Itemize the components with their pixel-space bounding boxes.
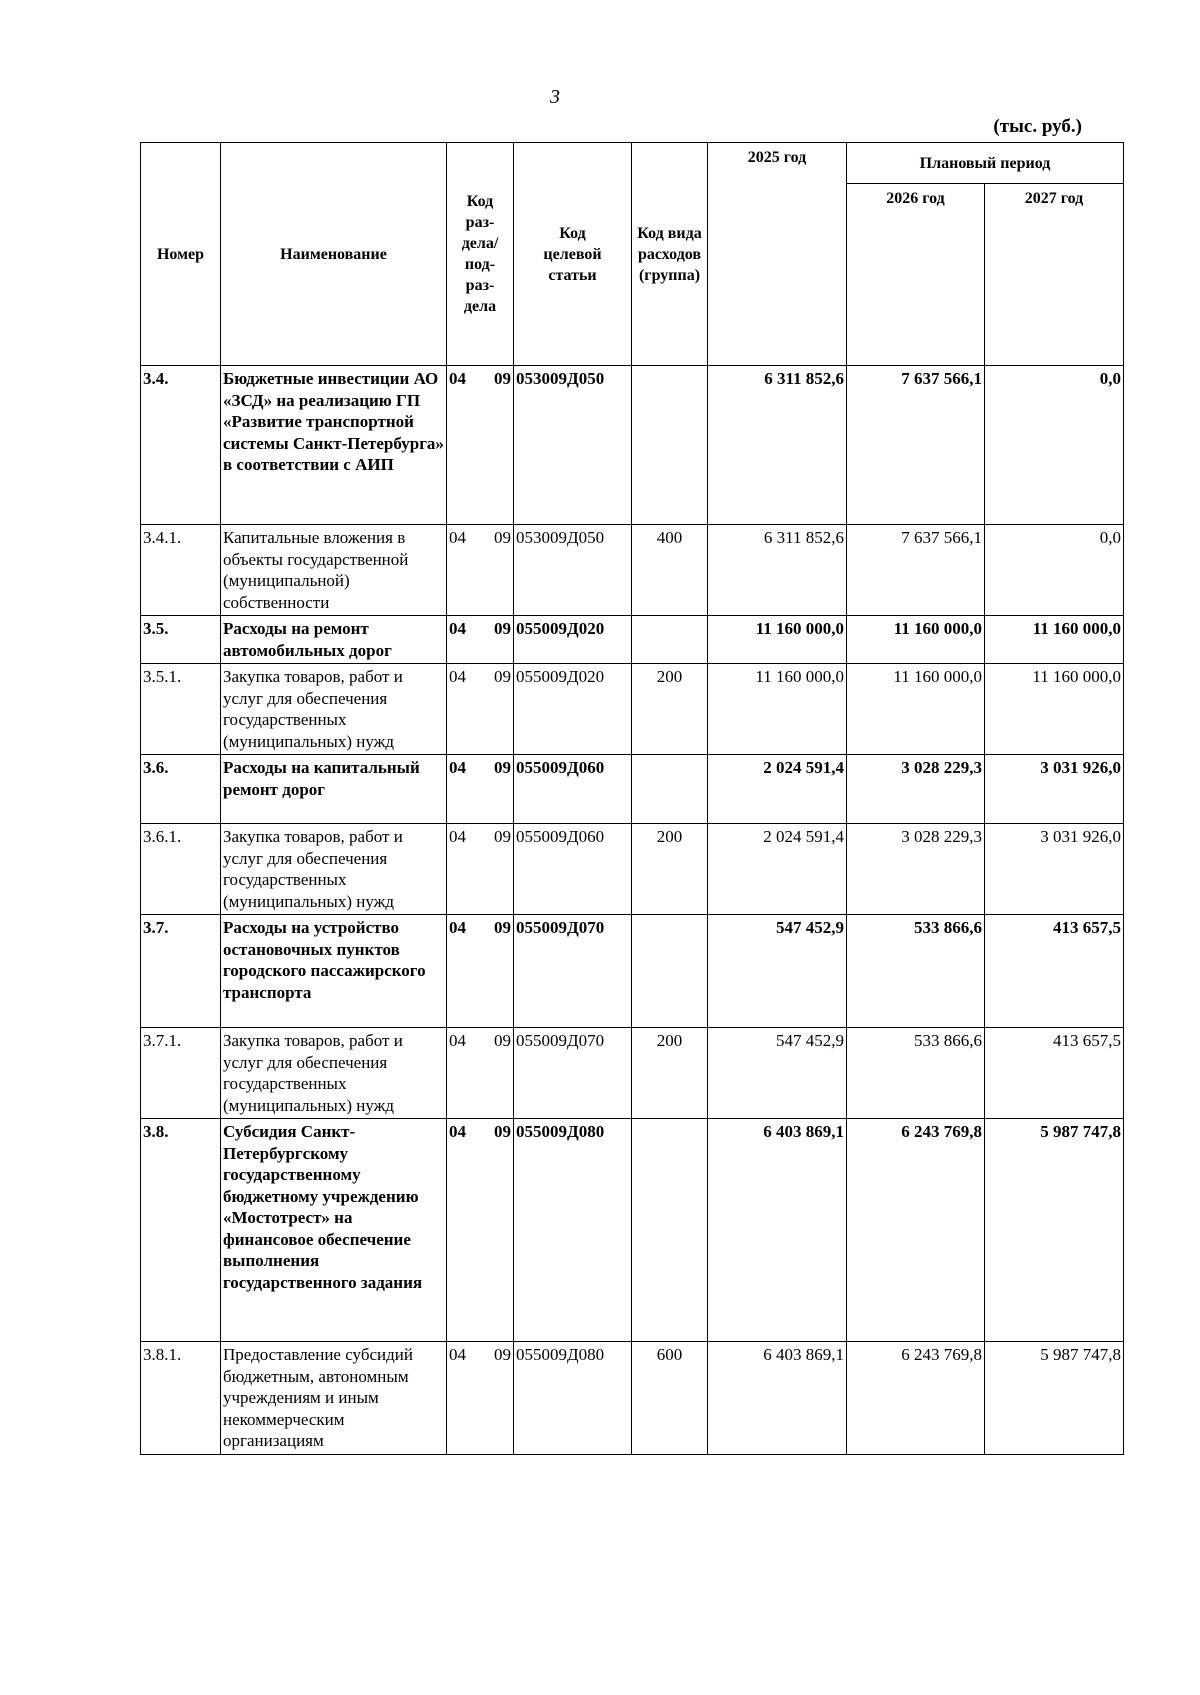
- row-number: 3.6.: [141, 755, 221, 824]
- row-name: Закупка товаров, работ и услуг для обеспечения государственных (муниципальных) нужд: [221, 1028, 447, 1119]
- header-2027: 2027 год: [985, 184, 1124, 366]
- row-value-2025: 6 311 852,6: [708, 366, 847, 525]
- row-value-2027: 3 031 926,0: [985, 755, 1124, 824]
- header-expense-type: Код вида расходов (группа): [632, 143, 708, 366]
- row-expense-type: [632, 755, 708, 824]
- row-section-code: [447, 1028, 514, 1119]
- header-name: Наименование: [221, 143, 447, 366]
- row-section-code: [447, 1119, 514, 1342]
- row-target-code: 055009Д080: [514, 1119, 632, 1342]
- header-2026: 2026 год: [847, 184, 985, 366]
- header-target-code: [514, 143, 632, 366]
- row-expense-type: 400: [632, 525, 708, 616]
- table-row: [141, 366, 1124, 525]
- row-target-code: 055009Д020: [514, 616, 632, 664]
- row-section: 04: [449, 1345, 466, 1364]
- row-section: 04: [449, 528, 466, 547]
- units-label: (тыс. руб.): [993, 116, 1082, 137]
- row-name: Субсидия Санкт-Петербургскому государственному бюджетному учреждению «Мостотрест» на финансовое обеспечение выполнения государственного задания: [221, 1119, 447, 1342]
- row-subsection: 09: [494, 827, 511, 846]
- row-section-code: [447, 755, 514, 824]
- row-target-code: 055009Д020: [514, 664, 632, 755]
- row-value-2027: 11 160 000,0: [985, 616, 1124, 664]
- row-number: 3.4.1.: [141, 525, 221, 616]
- row-name: Бюджетные инвестиции АО «ЗСД» на реализацию ГП «Развитие транспортной системы Санкт-Петербурга» в соответствии с АИП: [221, 366, 447, 525]
- row-section: 04: [449, 758, 466, 777]
- table-row: [141, 915, 1124, 1028]
- table-row: [141, 755, 1124, 824]
- header-target-code-text: Код целевой статьи: [543, 224, 602, 284]
- row-section: 04: [449, 619, 466, 638]
- row-section-code: [447, 824, 514, 915]
- row-section: 04: [449, 1122, 466, 1141]
- row-name: Закупка товаров, работ и услуг для обеспечения государственных (муниципальных) нужд: [221, 664, 447, 755]
- row-target-code: 055009Д070: [514, 1028, 632, 1119]
- row-value-2027: 5 987 747,8: [985, 1342, 1124, 1455]
- row-target-code: 053009Д050: [514, 525, 632, 616]
- row-value-2027: 3 031 926,0: [985, 824, 1124, 915]
- row-number: 3.7.1.: [141, 1028, 221, 1119]
- row-target-code: 055009Д080: [514, 1342, 632, 1455]
- row-section-code: [447, 1342, 514, 1455]
- row-value-2026: 11 160 000,0: [847, 664, 985, 755]
- row-value-2027: 0,0: [985, 525, 1124, 616]
- row-section: 04: [449, 827, 466, 846]
- table-row: [141, 616, 1124, 664]
- row-value-2026: 3 028 229,3: [847, 755, 985, 824]
- row-expense-type: 600: [632, 1342, 708, 1455]
- row-number: 3.5.1.: [141, 664, 221, 755]
- row-target-code: 055009Д060: [514, 824, 632, 915]
- row-section-code: [447, 616, 514, 664]
- row-number: 3.7.: [141, 915, 221, 1028]
- row-subsection: 09: [494, 369, 511, 388]
- row-section-code: [447, 664, 514, 755]
- table-row: [141, 664, 1124, 755]
- row-value-2026: 6 243 769,8: [847, 1342, 985, 1455]
- row-value-2026: 11 160 000,0: [847, 616, 985, 664]
- row-value-2025: 6 403 869,1: [708, 1119, 847, 1342]
- table-body: [141, 366, 1124, 1455]
- row-subsection: 09: [494, 1122, 511, 1141]
- row-expense-type: 200: [632, 824, 708, 915]
- row-value-2027: 5 987 747,8: [985, 1119, 1124, 1342]
- row-name: Расходы на капитальный ремонт дорог: [221, 755, 447, 824]
- row-section: 04: [449, 369, 466, 388]
- row-name: Расходы на ремонт автомобильных дорог: [221, 616, 447, 664]
- row-value-2025: 6 403 869,1: [708, 1342, 847, 1455]
- row-subsection: 09: [494, 528, 511, 547]
- row-value-2026: 6 243 769,8: [847, 1119, 985, 1342]
- row-number: 3.6.1.: [141, 824, 221, 915]
- row-number: 3.5.: [141, 616, 221, 664]
- row-value-2027: 11 160 000,0: [985, 664, 1124, 755]
- row-value-2025: 11 160 000,0: [708, 664, 847, 755]
- row-target-code: 053009Д050: [514, 366, 632, 525]
- row-value-2025: 6 311 852,6: [708, 525, 847, 616]
- table-row: [141, 824, 1124, 915]
- row-value-2027: 0,0: [985, 366, 1124, 525]
- row-value-2025: 547 452,9: [708, 1028, 847, 1119]
- row-value-2025: 11 160 000,0: [708, 616, 847, 664]
- row-expense-type: [632, 915, 708, 1028]
- row-target-code: 055009Д060: [514, 755, 632, 824]
- header-section-code-text: Код раз-дела/ под-раз-дела: [461, 193, 499, 315]
- row-value-2027: 413 657,5: [985, 915, 1124, 1028]
- header-section-code: [447, 143, 514, 366]
- row-value-2025: 2 024 591,4: [708, 824, 847, 915]
- row-name: Закупка товаров, работ и услуг для обеспечения государственных (муниципальных) нужд: [221, 824, 447, 915]
- row-section: 04: [449, 1031, 466, 1050]
- row-expense-type: [632, 616, 708, 664]
- row-number: 3.4.: [141, 366, 221, 525]
- row-value-2026: 533 866,6: [847, 1028, 985, 1119]
- row-subsection: 09: [494, 918, 511, 937]
- header-2025: 2025 год: [708, 143, 847, 366]
- row-name: Предоставление субсидий бюджетным, автономным учреждениям и иным некоммерческим организациям: [221, 1342, 447, 1455]
- row-section-code: [447, 915, 514, 1028]
- row-value-2026: 3 028 229,3: [847, 824, 985, 915]
- row-subsection: 09: [494, 1345, 511, 1364]
- budget-table: [140, 142, 1124, 1455]
- row-value-2026: 7 637 566,1: [847, 525, 985, 616]
- row-number: 3.8.1.: [141, 1342, 221, 1455]
- row-expense-type: 200: [632, 664, 708, 755]
- row-expense-type: 200: [632, 1028, 708, 1119]
- header-planned-period: Плановый период: [847, 143, 1124, 184]
- table-row: [141, 525, 1124, 616]
- row-expense-type: [632, 366, 708, 525]
- row-subsection: 09: [494, 1031, 511, 1050]
- row-section: 04: [449, 918, 466, 937]
- row-value-2025: 547 452,9: [708, 915, 847, 1028]
- row-section-code: [447, 366, 514, 525]
- row-value-2026: 7 637 566,1: [847, 366, 985, 525]
- table-row: [141, 1119, 1124, 1342]
- row-section: 04: [449, 667, 466, 686]
- row-subsection: 09: [494, 758, 511, 777]
- row-target-code: 055009Д070: [514, 915, 632, 1028]
- table-row: [141, 1028, 1124, 1119]
- row-number: 3.8.: [141, 1119, 221, 1342]
- page-number: 3: [550, 86, 560, 108]
- row-subsection: 09: [494, 619, 511, 638]
- row-name: Расходы на устройство остановочных пунктов городского пассажирского транспорта: [221, 915, 447, 1028]
- row-subsection: 09: [494, 667, 511, 686]
- row-expense-type: [632, 1119, 708, 1342]
- row-value-2026: 533 866,6: [847, 915, 985, 1028]
- header-number: Номер: [141, 143, 221, 366]
- row-section-code: [447, 525, 514, 616]
- row-value-2027: 413 657,5: [985, 1028, 1124, 1119]
- table-row: [141, 1342, 1124, 1455]
- row-name: Капитальные вложения в объекты государственной (муниципальной) собственности: [221, 525, 447, 616]
- row-value-2025: 2 024 591,4: [708, 755, 847, 824]
